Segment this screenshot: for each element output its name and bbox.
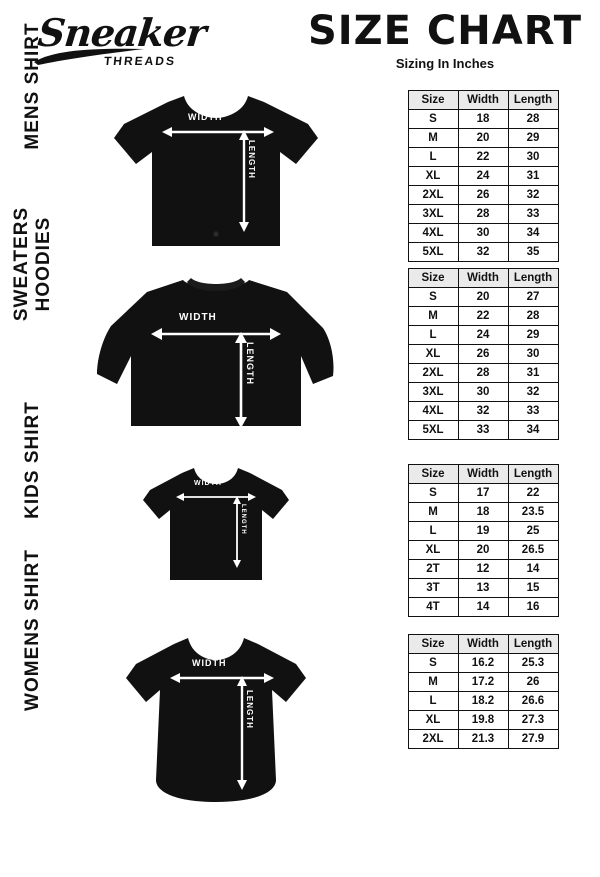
col-width: Width [458, 635, 508, 654]
cell-size: S [408, 110, 458, 129]
cell-size: 4XL [408, 224, 458, 243]
cell-size: L [408, 326, 458, 345]
table-row [408, 522, 558, 541]
cell-length: 27.9 [508, 730, 558, 749]
table-row [408, 326, 558, 345]
logo-sub-text: THREADS [103, 54, 177, 68]
cell-width: 28 [458, 205, 508, 224]
width-label-kids: WIDTH [194, 480, 222, 487]
cell-length: 14 [508, 560, 558, 579]
cell-size: 2T [408, 560, 458, 579]
size-table-sweaters [408, 268, 559, 440]
col-length: Length [508, 91, 558, 110]
length-label-mens: LENGTH [247, 140, 256, 179]
cell-length: 28 [508, 307, 558, 326]
cell-width: 24 [458, 167, 508, 186]
width-arrow-icon [151, 326, 281, 342]
table-wrap-womens [366, 630, 600, 749]
table-row [408, 167, 558, 186]
cell-size: L [408, 148, 458, 167]
cell-length: 29 [508, 326, 558, 345]
table-row [408, 288, 558, 307]
cell-width: 12 [458, 560, 508, 579]
cell-size: 2XL [408, 364, 458, 383]
cell-size: L [408, 692, 458, 711]
col-size: Size [408, 91, 458, 110]
garment-kids-shirt [66, 460, 366, 588]
table-row [408, 560, 558, 579]
cell-size: XL [408, 711, 458, 730]
table-row [408, 243, 558, 262]
cell-length: 35 [508, 243, 558, 262]
cell-length: 33 [508, 205, 558, 224]
cell-length: 31 [508, 364, 558, 383]
cell-length: 27.3 [508, 711, 558, 730]
cell-size: S [408, 654, 458, 673]
cell-length: 29 [508, 129, 558, 148]
table-row [408, 598, 558, 617]
section-label-text [11, 207, 55, 321]
table-row [408, 148, 558, 167]
garment-sweatshirt [66, 264, 366, 444]
cell-size: S [408, 484, 458, 503]
page-header [0, 0, 600, 86]
section-label-text: MENS SHIRT [22, 22, 43, 150]
width-label-womens: WIDTH [192, 658, 227, 668]
table-row [408, 711, 558, 730]
cell-width: 24 [458, 326, 508, 345]
length-label-sweaters: LENGTH [245, 342, 255, 385]
length-label-kids: LENGTH [240, 504, 246, 535]
table-row [408, 484, 558, 503]
table-row [408, 364, 558, 383]
cell-length: 15 [508, 579, 558, 598]
cell-width: 19.8 [458, 711, 508, 730]
width-label-mens: WIDTH [188, 112, 223, 122]
section-label-line1: SWEATERS [11, 206, 33, 322]
table-row [408, 579, 558, 598]
cell-length: 32 [508, 186, 558, 205]
cell-size: XL [408, 167, 458, 186]
table-row [408, 345, 558, 364]
cell-width: 16.2 [458, 654, 508, 673]
womens-t-shirt-illustration [116, 630, 316, 810]
col-width: Width [458, 465, 508, 484]
table-row [408, 730, 558, 749]
col-size: Size [408, 269, 458, 288]
cell-width: 22 [458, 148, 508, 167]
col-width: Width [458, 269, 508, 288]
col-width: Width [458, 91, 508, 110]
section-sweaters-hoodies [0, 206, 600, 460]
cell-width: 22 [458, 307, 508, 326]
cell-width: 13 [458, 579, 508, 598]
cell-width: 17.2 [458, 673, 508, 692]
cell-length: 30 [508, 345, 558, 364]
cell-length: 30 [508, 148, 558, 167]
width-arrow-icon [170, 670, 274, 686]
col-length: Length [508, 269, 558, 288]
garment-womens-shirt [66, 630, 366, 810]
cell-size: 3XL [408, 383, 458, 402]
cell-width: 18 [458, 503, 508, 522]
cell-size: 5XL [408, 421, 458, 440]
table-wrap-mens [366, 86, 600, 262]
cell-size: 3T [408, 579, 458, 598]
cell-length: 27 [508, 288, 558, 307]
table-wrap-sweaters [366, 264, 600, 440]
page-title: SIZE CHART [307, 8, 583, 54]
width-arrow-icon [162, 124, 274, 140]
cell-width: 18.2 [458, 692, 508, 711]
cell-size: M [408, 129, 458, 148]
sweatshirt-illustration [91, 264, 341, 444]
cell-length: 33 [508, 402, 558, 421]
table-row [408, 224, 558, 243]
cell-size: 4T [408, 598, 458, 617]
cell-width: 19 [458, 522, 508, 541]
table-wrap-kids [366, 460, 600, 617]
cell-length: 25.3 [508, 654, 558, 673]
cell-size: M [408, 307, 458, 326]
table-header-row [408, 91, 558, 110]
cell-width: 26 [458, 186, 508, 205]
table-row [408, 110, 558, 129]
cell-size: XL [408, 541, 458, 560]
cell-size: 2XL [408, 730, 458, 749]
width-label-sweaters: WIDTH [179, 312, 217, 323]
cell-size: 4XL [408, 402, 458, 421]
size-table-kids [408, 464, 559, 617]
cell-length: 25 [508, 522, 558, 541]
col-length: Length [508, 465, 558, 484]
cell-width: 26 [458, 345, 508, 364]
cell-width: 32 [458, 243, 508, 262]
section-label-text: KIDS SHIRT [22, 401, 43, 519]
cell-length: 34 [508, 421, 558, 440]
table-row [408, 307, 558, 326]
table-row [408, 503, 558, 522]
cell-size: M [408, 673, 458, 692]
size-table-mens [408, 90, 559, 262]
cell-size: 3XL [408, 205, 458, 224]
width-arrow-icon [176, 490, 256, 504]
table-row [408, 541, 558, 560]
cell-width: 21.3 [458, 730, 508, 749]
cell-size: 5XL [408, 243, 458, 262]
cell-width: 20 [458, 129, 508, 148]
cell-size: M [408, 503, 458, 522]
cell-length: 32 [508, 383, 558, 402]
cell-width: 28 [458, 364, 508, 383]
cell-width: 20 [458, 288, 508, 307]
cell-width: 30 [458, 383, 508, 402]
cell-length: 26.5 [508, 541, 558, 560]
cell-width: 14 [458, 598, 508, 617]
cell-width: 33 [458, 421, 508, 440]
table-row [408, 383, 558, 402]
garment-mens-shirt [66, 86, 366, 256]
title-block [300, 10, 590, 71]
section-label-text: WOMENS SHIRT [22, 549, 43, 711]
cell-size: L [408, 522, 458, 541]
cell-width: 32 [458, 402, 508, 421]
col-length: Length [508, 635, 558, 654]
table-row [408, 205, 558, 224]
table-row [408, 402, 558, 421]
cell-length: 31 [508, 167, 558, 186]
cell-size: 2XL [408, 186, 458, 205]
cell-length: 26.6 [508, 692, 558, 711]
cell-width: 30 [458, 224, 508, 243]
cell-length: 34 [508, 224, 558, 243]
table-header-row [408, 269, 558, 288]
cell-size: S [408, 288, 458, 307]
cell-length: 23.5 [508, 503, 558, 522]
logo-script-text: Sneaker [35, 10, 208, 55]
cell-size: XL [408, 345, 458, 364]
table-header-row [408, 635, 558, 654]
table-row [408, 673, 558, 692]
table-header-row [408, 465, 558, 484]
cell-length: 22 [508, 484, 558, 503]
length-label-womens: LENGTH [245, 690, 254, 729]
section-label-line2: HOODIES [33, 216, 54, 312]
col-size: Size [408, 635, 458, 654]
cell-length: 16 [508, 598, 558, 617]
cell-width: 17 [458, 484, 508, 503]
size-table-womens [408, 634, 559, 749]
table-row [408, 186, 558, 205]
cell-width: 20 [458, 541, 508, 560]
cell-length: 26 [508, 673, 558, 692]
cell-length: 28 [508, 110, 558, 129]
col-size: Size [408, 465, 458, 484]
table-row [408, 692, 558, 711]
table-row [408, 421, 558, 440]
cell-width: 18 [458, 110, 508, 129]
table-row [408, 129, 558, 148]
table-row [408, 654, 558, 673]
page-subtitle: Sizing In Inches [395, 56, 495, 71]
